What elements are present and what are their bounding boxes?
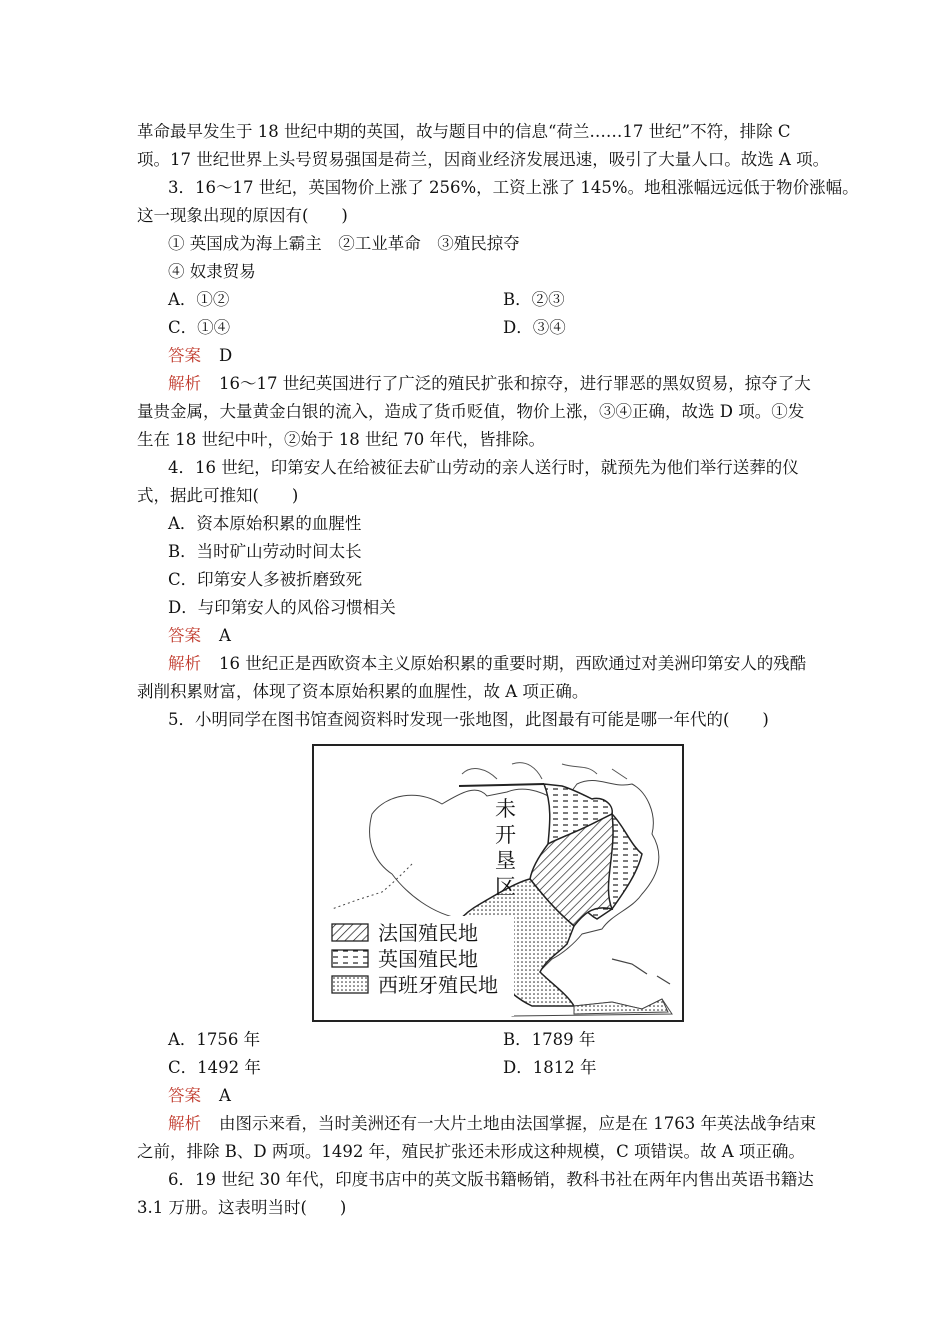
answer-label: 答案 [168,626,201,645]
map-region-label: 开 [495,823,516,847]
analysis-text: 16～17 世纪英国进行了广泛的殖民扩张和掠夺，进行罪恶的黑奴贸易，掠夺了大 [219,374,811,393]
answer-label: 答案 [168,1086,201,1105]
q3-items: ① 英国成为海上霸主 ②工业革命 ③殖民掠夺 [168,234,520,253]
answer-label: 答案 [168,346,201,365]
q5-analysis: 之前，排除 B、D 两项。1492 年，殖民扩张还未形成这种规模，C 项错误。故 A 项正确。 [137,1142,805,1161]
q6-stem: 3.1 万册。这表明当时( ) [137,1198,347,1217]
q4-analysis: 剥削积累财富，体现了资本原始积累的血腥性，故 A 项正确。 [137,682,589,701]
q4-stem: 4．16 世纪，印第安人在给被征去矿山劳动的亲人送行时，就预先为他们举行送葬的仪 [168,458,799,477]
q5-option-c: C．1492 年 [168,1058,261,1077]
colonial-map [312,744,684,1022]
answer-value: A [219,1086,231,1105]
q5-option-b: B．1789 年 [503,1030,596,1049]
answer-value: D [219,346,233,365]
analysis-text: 16 世纪正是西欧资本主义原始积累的重要时期，西欧通过对美洲印第安人的残酷 [219,654,807,673]
answer-value: A [219,626,231,645]
q4-option-b: B．当时矿山劳动时间太长 [168,542,362,561]
legend-label-french: 法国殖民地 [378,921,478,945]
q5-option-d: D．1812 年 [503,1058,597,1077]
q3-stem: 这一现象出现的原因有( ) [137,206,348,225]
q3-option-d: D．③④ [503,318,566,337]
q3-answer [168,345,858,367]
q4-option-c: C．印第安人多被折磨致死 [168,570,363,589]
map-region-label: 区 [495,875,516,899]
q5-analysis [168,1113,858,1135]
intro-line: 项。17 世纪世界上头号贸易强国是荷兰，因商业经济发展迅速，吸引了大量人口。故选 A 项。 [137,150,830,169]
q5-option-a: A．1756 年 [168,1030,261,1049]
q4-analysis [168,653,858,675]
legend-swatch-english [332,950,368,967]
analysis-text: 由图示来看，当时美洲还有一大片土地由法国掌握，应是在 1763 年英法战争结束 [219,1114,816,1133]
analysis-label: 解析 [168,1114,201,1133]
map-region-label: 垦 [495,849,516,873]
q3-analysis [168,373,858,395]
q4-option-d: D．与印第安人的风俗习惯相关 [168,598,396,617]
q4-answer [168,625,858,647]
q3-stem: 3．16～17 世纪，英国物价上涨了 256%，工资上涨了 145%。地租涨幅远远低于物价涨幅。 [168,178,859,197]
q3-option-b: B．②③ [503,290,565,309]
q6-stem: 6．19 世纪 30 年代，印度书店中的英文版书籍畅销，教科书社在两年内售出英语书籍达 [168,1170,814,1189]
analysis-label: 解析 [168,374,201,393]
intro-line: 革命最早发生于 18 世纪中期的英国，故与题目中的信息“荷兰……17 世纪”不符，排除 C [137,122,791,141]
q3-analysis: 生在 18 世纪中叶，②始于 18 世纪 70 年代，皆排除。 [137,430,545,449]
q3-option-c: C．①④ [168,318,231,337]
analysis-label: 解析 [168,654,201,673]
q5-answer [168,1085,858,1107]
legend-swatch-french [332,924,368,941]
legend-label-english: 英国殖民地 [378,947,478,971]
q3-items: ④ 奴隶贸易 [168,262,256,281]
q4-stem: 式，据此可推知( ) [137,486,299,505]
q4-option-a: A．资本原始积累的血腥性 [168,514,362,533]
q3-option-a: A．①② [168,290,230,309]
legend-label-spanish: 西班牙殖民地 [378,973,498,997]
map-region-label: 未 [495,797,516,821]
q5-stem: 5．小明同学在图书馆查阅资料时发现一张地图，此图最有可能是哪一年代的( ) [168,710,769,729]
legend-swatch-spanish [332,976,368,993]
q3-analysis: 量贵金属，大量黄金白银的流入，造成了货币贬值，物价上涨，③④正确，故选 D 项。①发 [137,402,805,421]
